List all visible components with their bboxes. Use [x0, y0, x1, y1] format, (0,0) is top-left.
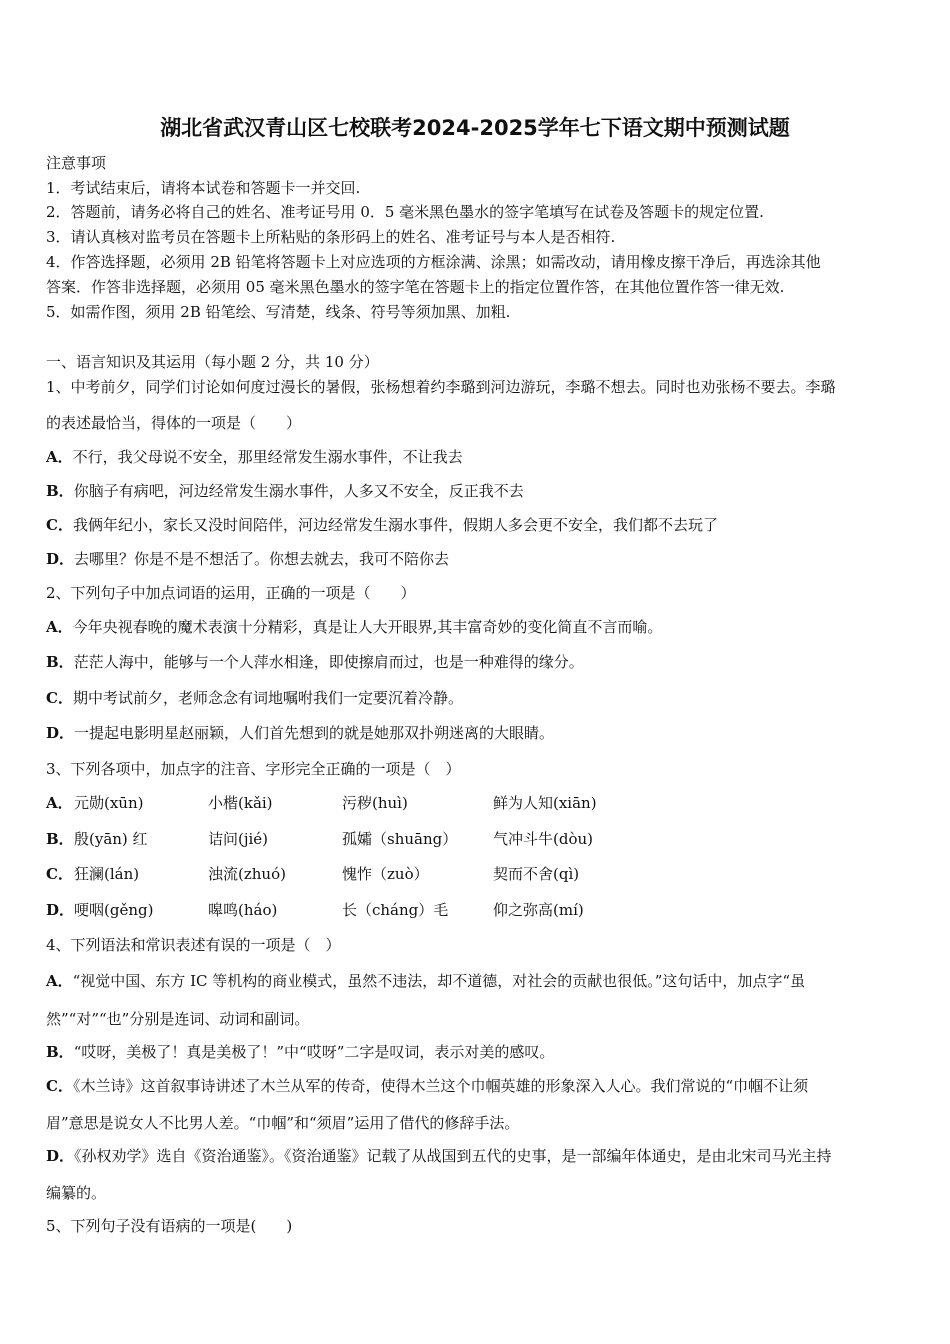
word-cell: 气冲斗牛(dòu) — [493, 830, 593, 848]
question-stem: 5、下列句子没有语病的一项是( ) — [46, 1217, 293, 1235]
word-cell: 狂澜(lán) — [74, 865, 140, 883]
question-stem: 1、中考前夕，同学们讨论如何度过漫长的暑假，张杨想着约李璐到河边游玩，李璐不想去。同时也劝张杨不要去。李璐 — [46, 378, 836, 396]
notice-item: 4．作答选择题，必须用 2B 铅笔将答题卡上对应选项的方框涂满、涂黑；如需改动，请用橡皮擦干净后，再选涂其他 — [46, 253, 821, 271]
word-cell: 鲜为人知(xiān) — [493, 794, 597, 812]
option-label: D． — [46, 1147, 75, 1165]
word-cell: 哽咽(gěng) — [74, 901, 154, 919]
option-text: 你脑子有病吧，河边经常发生溺水事件，人多又不安全，反正我不去 — [73, 482, 524, 500]
option-c — [46, 1075, 808, 1096]
option-c — [46, 514, 718, 535]
notice-item: 1．考试结束后，请将本试卷和答题卡一并交回. — [46, 179, 361, 197]
option-text: 一提起电影明星赵丽颖，人们首先想到的就是她那双扑朔迷离的大眼睛。 — [74, 724, 555, 742]
option-b — [46, 480, 524, 501]
option-d-continued: 编纂的。 — [46, 1184, 107, 1202]
option-label: D． — [46, 550, 75, 568]
option-label: A． — [46, 794, 73, 812]
option-d — [46, 1145, 832, 1166]
word-cell: 仰之弥高(mí) — [493, 901, 584, 919]
word-cell: 嗥鸣(háo) — [208, 901, 278, 919]
notice-item: 5．如需作图，须用 2B 铅笔绘、写清楚，线条、符号等须加黑、加粗. — [46, 303, 511, 321]
word-cell: 孤孀（shuāng） — [342, 830, 458, 848]
option-a — [46, 616, 662, 637]
option-label: A． — [46, 972, 73, 990]
option-c — [46, 687, 463, 708]
option-text: 不行，我父母说不安全，那里经常发生溺水事件，不让我去 — [72, 448, 463, 466]
option-text: 今年央视春晚的魔术表演十分精彩，真是让人大开眼界,其丰富奇妙的变化简直不言而喻。 — [72, 618, 663, 636]
word-cell: 小楷(kǎi) — [208, 794, 273, 812]
option-text: 茫茫人海中，能够与一个人萍水相逢，即使擦肩而过，也是一种难得的缘分。 — [73, 653, 584, 671]
option-text: 我俩年纪小，家长又没时间陪伴，河边经常发生溺水事件，假期人多会更不安全，我们都不去玩了 — [72, 516, 718, 534]
option-label: C． — [46, 689, 73, 707]
option-a — [46, 970, 805, 991]
option-b — [46, 651, 584, 672]
option-text: 去哪里？你是不是不想活了。你想去就去，我可不陪你去 — [74, 550, 450, 568]
question-stem: 2、下列句子中加点词语的运用，正确的一项是（ ） — [46, 584, 416, 602]
option-text: 《孙权劝学》选自《资治通鉴》。《资治通鉴》记载了从战国到五代的史事，是一部编年体通史，是由北宋司马光主持 — [74, 1147, 832, 1165]
notice-heading: 注意事项 — [46, 154, 107, 172]
option-a-continued: 然”“对”“也”分别是连词、动词和副词。 — [46, 1010, 310, 1028]
option-d — [46, 722, 554, 743]
option-text: 《木兰诗》这首叙事诗讲述了木兰从军的传奇，使得木兰这个巾帼英雄的形象深入人心。我们常说的“巾帼不让须 — [72, 1077, 809, 1095]
option-label: A． — [46, 448, 73, 466]
word-cell: 长（cháng）毛 — [342, 901, 449, 919]
notice-item: 答案．作答非选择题，必须用 05 毫米黑色墨水的签字笔在答题卡上的指定位置作答，在其他位置作答一律无效. — [46, 278, 785, 296]
word-cell: 殷(yān) 红 — [74, 830, 148, 848]
option-label: C． — [46, 865, 73, 883]
question-stem: 4、下列语法和常识表述有误的一项是（ ） — [46, 936, 341, 954]
option-a — [46, 446, 463, 467]
word-cell: 元勋(xūn) — [74, 794, 144, 812]
option-label: C． — [46, 516, 73, 534]
page-title: 湖北省武汉青山区七校联考2024-2025学年七下语文期中预测试题 — [160, 116, 790, 140]
option-label: A． — [46, 618, 73, 636]
section-heading: 一、语言知识及其运用（每小题 2 分，共 10 分） — [46, 353, 379, 371]
option-label: B． — [46, 830, 74, 848]
option-label: D． — [46, 724, 75, 742]
notice-item: 3．请认真核对监考员在答题卡上所粘贴的条形码上的姓名、准考证号与本人是否相符. — [46, 228, 616, 246]
option-label: C． — [46, 1077, 73, 1095]
notice-item: 2．答题前，请务必将自己的姓名、准考证号用 0．5 毫米黑色墨水的签字笔填写在试卷及答题卡的规定位置. — [46, 203, 764, 221]
option-c-continued: 眉”意思是说女人不比男人差。“巾帼”和“须眉”运用了借代的修辞手法。 — [46, 1114, 520, 1132]
question-stem: 3、下列各项中，加点字的注音、字形完全正确的一项是（ ） — [46, 760, 461, 778]
option-b — [46, 1041, 554, 1062]
option-label: B． — [46, 482, 74, 500]
option-text: “视觉中国、东方 IC 等机构的商业模式，虽然不违法，却不道德，对社会的贡献也很低。”这句话中，加点字“虽 — [72, 972, 806, 990]
word-cell: 污秽(huì) — [342, 794, 408, 812]
word-cell: 契而不舍(qì) — [493, 865, 580, 883]
option-label: B． — [46, 653, 74, 671]
option-text: 期中考试前夕，老师念念有词地嘱咐我们一定要沉着冷静。 — [72, 689, 463, 707]
option-label: D． — [46, 901, 75, 919]
word-cell: 愧怍（zuò） — [342, 865, 429, 883]
question-stem: 的表述最恰当，得体的一项是（ ） — [46, 414, 302, 432]
option-text: “哎呀，美极了！真是美极了！”中“哎呀”二字是叹词，表示对美的感叹。 — [73, 1043, 555, 1061]
word-cell: 浊流(zhuó) — [208, 865, 286, 883]
word-cell: 诘问(jié) — [208, 830, 269, 848]
option-label: B． — [46, 1043, 74, 1061]
option-d — [46, 548, 449, 569]
